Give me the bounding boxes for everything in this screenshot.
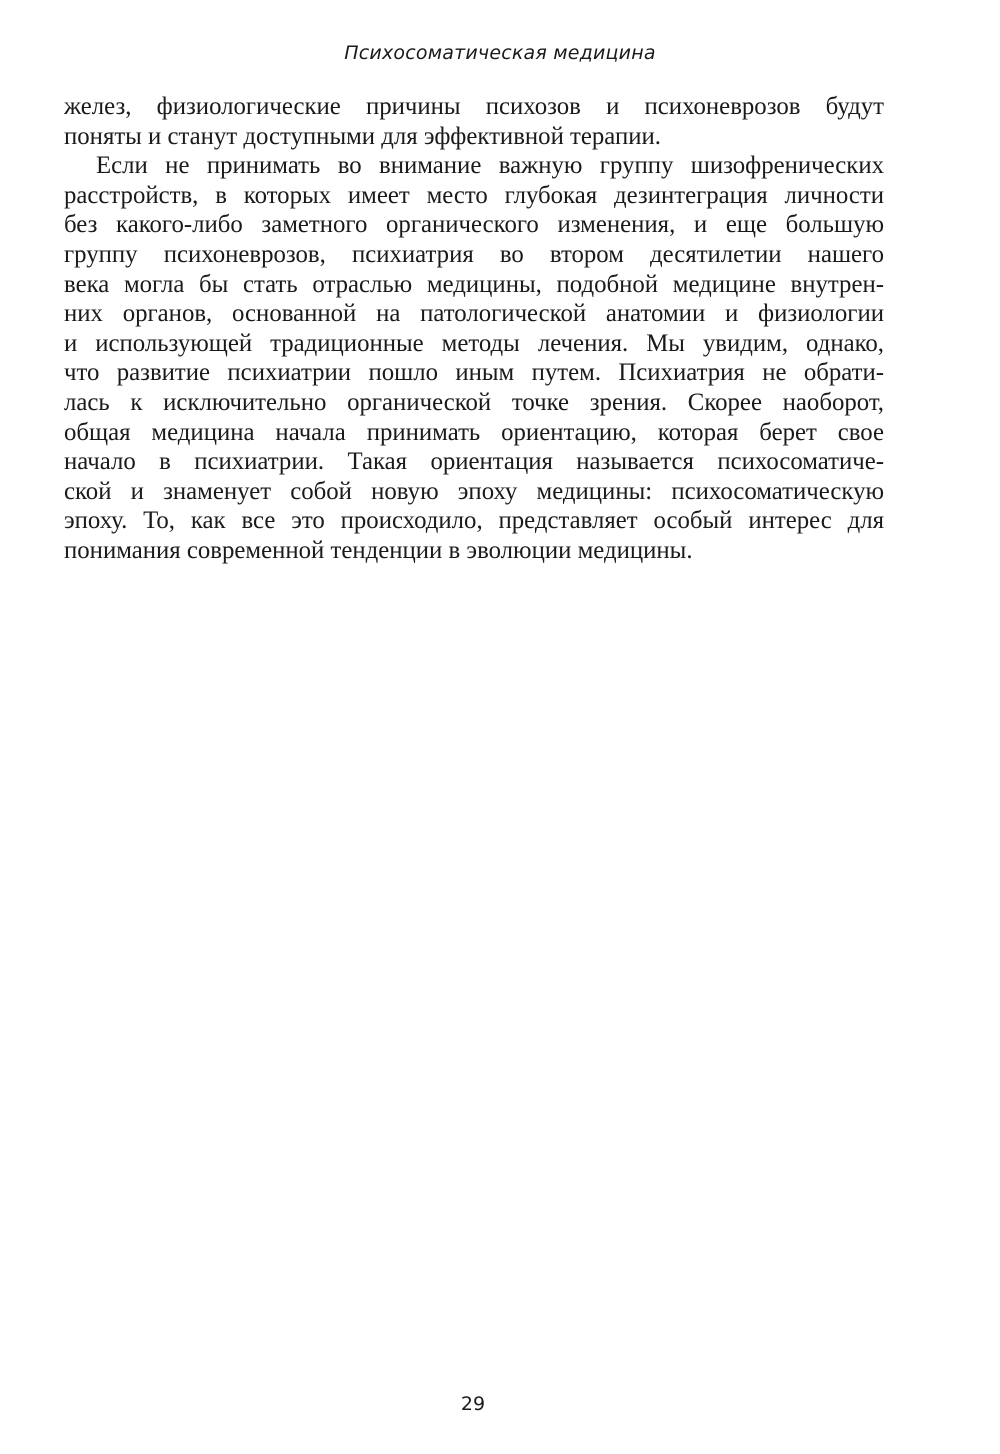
text-line: желез, физиологические причины психозов и психоневрозов будут bbox=[64, 93, 884, 120]
body-text bbox=[64, 92, 884, 566]
text-line: что развитие психиатрии пошло иным путем. Психиатрия не обрати- bbox=[64, 359, 884, 387]
text-line: общая медицина начала принимать ориентацию, которая берет свое bbox=[64, 418, 884, 446]
text-line: эпоху. То, как все это происходило, представляет особый интерес для bbox=[64, 507, 884, 535]
text-line: понимания современной тенденции в эволюции медицины. bbox=[64, 536, 693, 564]
page-number: 29 bbox=[460, 1393, 486, 1415]
text-line: Если не принимать во внимание важную группу шизофренических bbox=[96, 152, 884, 180]
running-head: Психосоматическая медицина bbox=[344, 42, 656, 64]
text-line: ской и знаменует собой новую эпоху медицины: психосоматическую bbox=[64, 477, 884, 505]
text-line: начало в психиатрии. Такая ориентация называется психосоматиче- bbox=[64, 448, 884, 476]
text-line: без какого-либо заметного органического изменения, и еще большую bbox=[64, 211, 884, 239]
text-line: расстройств, в которых имеет место глубокая дезинтеграция личности bbox=[64, 181, 884, 209]
text-line: них органов, основанной на патологической анатомии и физиологии bbox=[64, 300, 884, 328]
paragraph bbox=[64, 151, 884, 565]
text-line: и использующей традиционные методы лечения. Мы увидим, однако, bbox=[64, 329, 884, 357]
text-line: века могла бы стать отраслью медицины, подобной медицине внутрен- bbox=[64, 270, 884, 298]
paragraph bbox=[64, 92, 884, 151]
text-line: группу психоневрозов, психиатрия во втором десятилетии нашего bbox=[64, 240, 884, 268]
text-line: поняты и станут доступными для эффективной терапии. bbox=[64, 122, 661, 150]
text-line: лась к исключительно органической точке зрения. Скорее наоборот, bbox=[64, 388, 884, 416]
